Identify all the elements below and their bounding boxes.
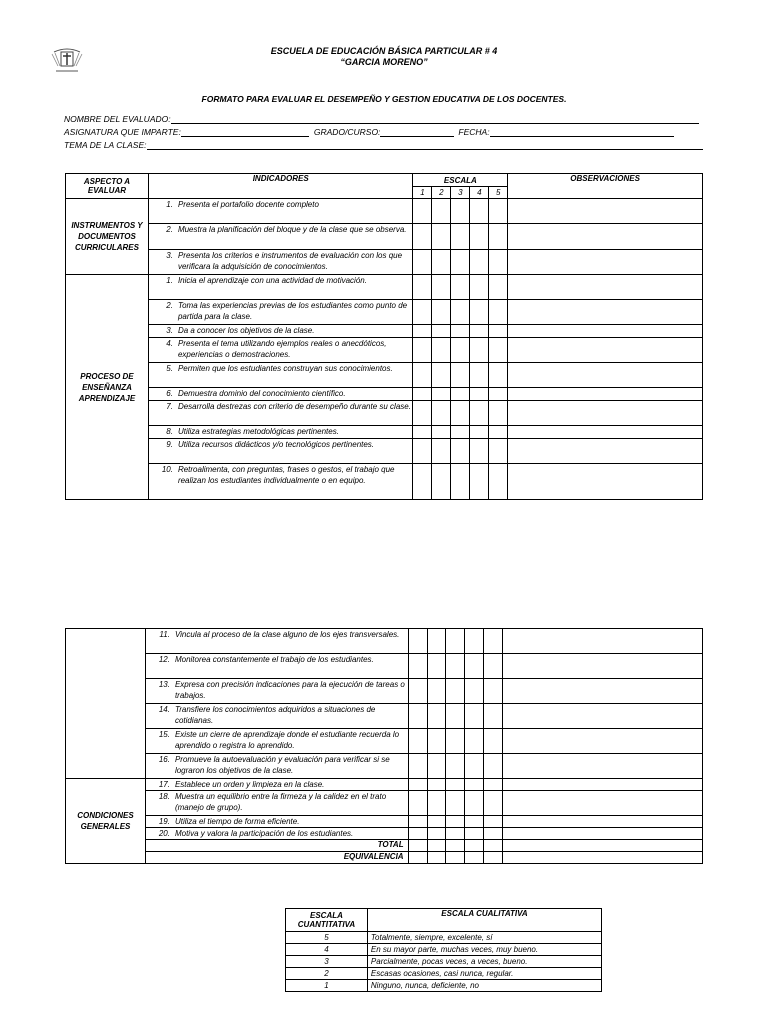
- observation-cell[interactable]: [503, 679, 703, 704]
- scale-cell-1[interactable]: [413, 275, 432, 300]
- scale-cell-2[interactable]: [427, 654, 446, 679]
- scale-col-4: 4: [470, 187, 489, 199]
- indicator-cell: [145, 791, 408, 816]
- observation-cell[interactable]: [503, 754, 703, 779]
- scale-cell-2[interactable]: [427, 816, 446, 828]
- table-row: [66, 464, 703, 500]
- table-row: [66, 199, 703, 224]
- observation-cell[interactable]: [508, 275, 703, 300]
- total-label: TOTAL: [145, 840, 408, 852]
- scale-cell-5[interactable]: [484, 729, 503, 754]
- scale-cell-4[interactable]: [465, 828, 484, 840]
- scale-cell-1[interactable]: [408, 828, 427, 840]
- indicator-text: Retroalimenta, con preguntas, frases o gestos, el trabajo que realizan los estudiantes individualmente o en equipo.: [177, 465, 395, 485]
- equivalencia-scale-cell-4[interactable]: [465, 852, 484, 864]
- total-scale-cell-3[interactable]: [446, 840, 465, 852]
- scale-cell-1[interactable]: [413, 199, 432, 224]
- indicator-text: Motiva y valora la participación de los estudiantes.: [174, 829, 354, 838]
- indicator-number: 19.: [158, 817, 170, 826]
- scale-cell-3[interactable]: [451, 464, 470, 500]
- scale-cell-3[interactable]: [451, 426, 470, 439]
- scale-cell-4[interactable]: [465, 704, 484, 729]
- total-scale-cell-5[interactable]: [484, 840, 503, 852]
- scale-cell-5[interactable]: [489, 224, 508, 250]
- indicator-text: Utiliza recursos didácticos y/o tecnológicos pertinentes.: [177, 440, 375, 449]
- scale-cell-4[interactable]: [470, 338, 489, 363]
- qualitative-value: En su mayor parte, muchas veces, muy bueno.: [367, 944, 601, 956]
- scale-cell-5[interactable]: [489, 388, 508, 401]
- observation-cell[interactable]: [508, 426, 703, 439]
- observation-cell[interactable]: [503, 779, 703, 791]
- indicator-cell: [145, 754, 408, 779]
- table-row: [66, 791, 703, 816]
- scale-cell-3[interactable]: [446, 654, 465, 679]
- scale-cell-3[interactable]: [446, 729, 465, 754]
- evaluated-name-field: [64, 114, 699, 124]
- table-row: [66, 679, 703, 704]
- scale-cell-4[interactable]: [470, 439, 489, 464]
- indicator-number: 2.: [166, 301, 173, 310]
- scale-cell-2[interactable]: [432, 250, 451, 275]
- scale-cell-4[interactable]: [465, 679, 484, 704]
- scale-cell-3[interactable]: [451, 275, 470, 300]
- indicator-text: Toma las experiencias previas de los estudiantes como punto de partida para la clase.: [177, 301, 408, 321]
- indicator-text: Promueve la autoevaluación y evaluación para verificar si se lograron los objetivos de la clase.: [174, 755, 390, 775]
- quantitative-header: ESCALA CUANTITATIVA: [286, 909, 368, 932]
- scale-cell-5[interactable]: [484, 816, 503, 828]
- indicator-number: 2.: [166, 225, 173, 234]
- scale-cell-3[interactable]: [446, 779, 465, 791]
- scale-cell-2[interactable]: [427, 779, 446, 791]
- scale-cell-4[interactable]: [465, 779, 484, 791]
- table-row: [66, 426, 703, 439]
- scale-cell-2[interactable]: [432, 401, 451, 426]
- observation-cell[interactable]: [508, 325, 703, 338]
- table-row: [66, 816, 703, 828]
- table-row: [66, 704, 703, 729]
- scale-cell-2[interactable]: [427, 704, 446, 729]
- scale-cell-5[interactable]: [489, 401, 508, 426]
- observation-cell[interactable]: [508, 363, 703, 388]
- scale-cell-5[interactable]: [489, 325, 508, 338]
- table-row: [66, 629, 703, 654]
- equivalencia-scale-cell-5[interactable]: [484, 852, 503, 864]
- aspect-teaching-process: PROCESO DE ENSEÑANZA APRENDIZAJE: [66, 275, 149, 500]
- total-observation-cell[interactable]: [503, 840, 703, 852]
- scale-cell-1[interactable]: [408, 679, 427, 704]
- indicator-number: 9.: [166, 440, 173, 449]
- equivalencia-scale-cell-1[interactable]: [408, 852, 427, 864]
- indicator-cell: [148, 388, 413, 401]
- scale-legend-row: [286, 932, 602, 944]
- scale-cell-5[interactable]: [489, 275, 508, 300]
- scale-cell-4[interactable]: [465, 629, 484, 654]
- scale-cell-1[interactable]: [408, 654, 427, 679]
- observation-cell[interactable]: [503, 729, 703, 754]
- scale-cell-1[interactable]: [408, 629, 427, 654]
- table-row: [66, 275, 703, 300]
- scale-cell-3[interactable]: [451, 250, 470, 275]
- observation-cell[interactable]: [508, 338, 703, 363]
- scale-cell-3[interactable]: [451, 338, 470, 363]
- scale-cell-1[interactable]: [408, 704, 427, 729]
- indicator-text: Presenta el portafolio docente completo: [177, 200, 319, 209]
- school-name: ESCUELA DE EDUCACIÓN BÁSICA PARTICULAR # 4: [270, 46, 498, 56]
- grade-line[interactable]: [380, 127, 454, 137]
- scale-cell-3[interactable]: [446, 828, 465, 840]
- scale-legend-row: [286, 956, 602, 968]
- indicator-number: 12.: [158, 655, 170, 664]
- qualitative-value: Totalmente, siempre, excelente, sí: [367, 932, 601, 944]
- observation-cell[interactable]: [508, 224, 703, 250]
- scale-cell-4[interactable]: [470, 250, 489, 275]
- indicator-text: Monitorea constantemente el trabajo de los estudiantes.: [174, 655, 374, 664]
- table-row: [66, 654, 703, 679]
- quantitative-value: 1: [286, 980, 368, 992]
- subject-line[interactable]: [181, 127, 309, 137]
- scale-cell-1[interactable]: [413, 300, 432, 325]
- equivalencia-scale-cell-3[interactable]: [446, 852, 465, 864]
- scale-cell-1[interactable]: [408, 779, 427, 791]
- scale-cell-1[interactable]: [413, 401, 432, 426]
- observation-cell[interactable]: [508, 439, 703, 464]
- school-subname: “GARCIA MORENO”: [340, 57, 428, 67]
- indicator-cell: [148, 464, 413, 500]
- scale-cell-5[interactable]: [484, 828, 503, 840]
- evaluated-name-label: NOMBRE DEL EVALUADO:: [64, 114, 171, 124]
- indicator-cell: [148, 338, 413, 363]
- equivalencia-observation-cell[interactable]: [503, 852, 703, 864]
- indicator-number: 4.: [166, 339, 173, 348]
- scale-cell-2[interactable]: [432, 275, 451, 300]
- observations-header: OBSERVACIONES: [508, 174, 703, 199]
- indicator-cell: [145, 704, 408, 729]
- topic-label: TEMA DE LA CLASE:: [64, 140, 147, 150]
- scale-cell-2[interactable]: [432, 464, 451, 500]
- scale-cell-5[interactable]: [484, 791, 503, 816]
- observation-cell[interactable]: [508, 250, 703, 275]
- aspect-continuation: [66, 629, 146, 779]
- scale-cell-1[interactable]: [408, 791, 427, 816]
- indicator-cell: [145, 729, 408, 754]
- indicator-cell: [145, 828, 408, 840]
- aspect-header: ASPECTO A EVALUAR: [66, 174, 149, 199]
- scale-cell-2[interactable]: [432, 224, 451, 250]
- scale-cell-2[interactable]: [427, 729, 446, 754]
- scale-cell-1[interactable]: [413, 338, 432, 363]
- scale-cell-2[interactable]: [432, 388, 451, 401]
- indicator-number: 8.: [166, 427, 173, 436]
- scale-cell-1[interactable]: [413, 464, 432, 500]
- scale-cell-4[interactable]: [470, 224, 489, 250]
- scale-cell-4[interactable]: [465, 791, 484, 816]
- scale-cell-3[interactable]: [451, 325, 470, 338]
- indicator-number: 3.: [166, 326, 173, 335]
- table-row: [66, 388, 703, 401]
- subject-field: [64, 127, 674, 137]
- scale-cell-4[interactable]: [470, 300, 489, 325]
- scale-cell-3[interactable]: [446, 791, 465, 816]
- scale-cell-4[interactable]: [470, 426, 489, 439]
- indicator-cell: [148, 250, 413, 275]
- scale-cell-5[interactable]: [484, 754, 503, 779]
- scale-col-5: 5: [489, 187, 508, 199]
- scale-header: ESCALA: [413, 174, 508, 187]
- scale-cell-2[interactable]: [432, 300, 451, 325]
- table-row: [66, 338, 703, 363]
- scale-cell-3[interactable]: [446, 629, 465, 654]
- scale-cell-4[interactable]: [470, 275, 489, 300]
- table-row: [66, 363, 703, 388]
- indicator-number: 7.: [166, 402, 173, 411]
- indicator-number: 5.: [166, 364, 173, 373]
- scale-cell-1[interactable]: [413, 439, 432, 464]
- indicator-text: Utiliza el tiempo de forma eficiente.: [174, 817, 300, 826]
- scale-cell-3[interactable]: [451, 300, 470, 325]
- quantitative-value: 2: [286, 968, 368, 980]
- indicator-text: Presenta los criterios e instrumentos de evaluación con los que verificara la adquisición de conocimientos.: [177, 251, 403, 271]
- scale-cell-4[interactable]: [470, 464, 489, 500]
- indicator-cell: [145, 816, 408, 828]
- indicator-number: 16.: [158, 755, 170, 764]
- indicator-number: 11.: [159, 630, 170, 639]
- scale-cell-3[interactable]: [451, 388, 470, 401]
- scale-cell-3[interactable]: [451, 199, 470, 224]
- indicator-text: Presenta el tema utilizando ejemplos reales o anecdóticos, experiencias o demostraciones.: [177, 339, 387, 359]
- indicator-text: Inicia el aprendizaje con una actividad de motivación.: [177, 276, 367, 285]
- table-row: [66, 779, 703, 791]
- scale-col-3: 3: [451, 187, 470, 199]
- topic-field: [64, 140, 703, 150]
- scale-legend-table: [285, 908, 602, 992]
- total-scale-cell-1[interactable]: [408, 840, 427, 852]
- scale-cell-4[interactable]: [465, 754, 484, 779]
- indicator-number: 14.: [158, 705, 170, 714]
- indicator-text: Utiliza estrategias metodológicas pertinentes.: [177, 427, 339, 436]
- observation-cell[interactable]: [508, 300, 703, 325]
- evaluation-table-page2: [65, 628, 703, 864]
- scale-cell-2[interactable]: [432, 325, 451, 338]
- scale-cell-1[interactable]: [413, 363, 432, 388]
- aspect-instruments: INSTRUMENTOS Y DOCUMENTOS CURRICULARES: [66, 199, 149, 275]
- indicator-text: Desarrolla destrezas con criterio de desempeño durante su clase.: [177, 402, 411, 411]
- scale-cell-5[interactable]: [484, 629, 503, 654]
- topic-line[interactable]: [147, 140, 703, 150]
- scale-cell-1[interactable]: [408, 754, 427, 779]
- indicator-text: Permiten que los estudiantes construyan sus conocimientos.: [177, 364, 393, 373]
- observation-cell[interactable]: [508, 199, 703, 224]
- scale-cell-5[interactable]: [489, 250, 508, 275]
- observation-cell[interactable]: [508, 401, 703, 426]
- scale-cell-1[interactable]: [413, 250, 432, 275]
- indicator-text: Vincula al proceso de la clase alguno de los ejes transversales.: [174, 630, 400, 639]
- indicator-text: Muestra un equilibrio entre la firmeza y la calidez en el trato (manejo de grupo).: [174, 792, 387, 812]
- scale-col-2: 2: [432, 187, 451, 199]
- scale-cell-3[interactable]: [451, 363, 470, 388]
- indicator-number: 10.: [161, 465, 173, 474]
- equivalencia-scale-cell-2[interactable]: [427, 852, 446, 864]
- table-row: [66, 401, 703, 426]
- scale-cell-5[interactable]: [489, 363, 508, 388]
- qualitative-header: ESCALA CUALITATIVA: [367, 909, 601, 932]
- indicator-text: Existe un cierre de aprendizaje donde el estudiante recuerda lo aprendido o registra lo aprendido.: [174, 730, 400, 750]
- table-row: [66, 729, 703, 754]
- indicator-cell: [148, 439, 413, 464]
- qualitative-value: Ninguno, nunca, deficiente, no: [367, 980, 601, 992]
- scale-cell-1[interactable]: [413, 224, 432, 250]
- scale-cell-4[interactable]: [465, 654, 484, 679]
- scale-cell-5[interactable]: [484, 704, 503, 729]
- scale-cell-1[interactable]: [408, 816, 427, 828]
- form-title: FORMATO PARA EVALUAR EL DESEMPEÑO Y GESTION EDUCATIVA DE LOS DOCENTES.: [201, 94, 567, 104]
- date-line[interactable]: [490, 127, 674, 137]
- scale-cell-1[interactable]: [408, 729, 427, 754]
- scale-cell-5[interactable]: [489, 338, 508, 363]
- evaluation-table-page1: [65, 173, 703, 500]
- scale-cell-5[interactable]: [484, 654, 503, 679]
- indicator-text: Expresa con precisión indicaciones para la ejecución de tareas o trabajos.: [174, 680, 405, 700]
- indicators-header: INDICADORES: [148, 174, 413, 199]
- table-row: [66, 325, 703, 338]
- scale-cell-2[interactable]: [432, 363, 451, 388]
- quantitative-value: 5: [286, 932, 368, 944]
- scale-cell-1[interactable]: [413, 325, 432, 338]
- observation-cell[interactable]: [503, 791, 703, 816]
- indicator-number: 18.: [158, 792, 170, 801]
- indicator-cell: [145, 779, 408, 791]
- subject-label: ASIGNATURA QUE IMPARTE:: [64, 127, 181, 137]
- scale-cell-3[interactable]: [446, 704, 465, 729]
- observation-cell[interactable]: [508, 464, 703, 500]
- evaluated-name-line[interactable]: [171, 114, 699, 124]
- table-row: [66, 754, 703, 779]
- grade-label: GRADO/CURSO:: [313, 127, 381, 137]
- scale-cell-4[interactable]: [470, 401, 489, 426]
- observation-cell[interactable]: [503, 828, 703, 840]
- indicator-cell: [148, 199, 413, 224]
- scale-cell-2[interactable]: [427, 791, 446, 816]
- scale-cell-3[interactable]: [446, 754, 465, 779]
- indicator-cell: [148, 363, 413, 388]
- indicator-text: Da a conocer los objetivos de la clase.: [177, 326, 315, 335]
- scale-cell-4[interactable]: [465, 729, 484, 754]
- indicator-number: 1.: [166, 276, 173, 285]
- observation-cell[interactable]: [503, 654, 703, 679]
- indicator-text: Transfiere los conocimientos adquiridos a situaciones de cotidianas.: [174, 705, 376, 725]
- indicator-cell: [148, 300, 413, 325]
- scale-cell-4[interactable]: [470, 199, 489, 224]
- indicator-text: Establece un orden y limpieza en la clase.: [174, 780, 325, 789]
- indicator-cell: [148, 325, 413, 338]
- equivalencia-label: EQUIVALENCIA: [145, 852, 408, 864]
- date-label: FECHA:: [458, 127, 490, 137]
- scale-cell-5[interactable]: [489, 199, 508, 224]
- scale-cell-3[interactable]: [446, 816, 465, 828]
- indicator-text: Muestra la planificación del bloque y de la clase que se observa.: [177, 225, 407, 234]
- total-scale-cell-2[interactable]: [427, 840, 446, 852]
- total-row: [66, 840, 703, 852]
- school-title: [0, 46, 768, 68]
- scale-cell-3[interactable]: [446, 679, 465, 704]
- table-row: [66, 300, 703, 325]
- scale-cell-4[interactable]: [465, 816, 484, 828]
- indicator-cell: [145, 629, 408, 654]
- indicator-number: 15.: [158, 730, 170, 739]
- indicator-number: 6.: [166, 389, 173, 398]
- indicator-text: Demuestra dominio del conocimiento científico.: [177, 389, 346, 398]
- indicator-cell: [145, 654, 408, 679]
- scale-cell-1[interactable]: [413, 426, 432, 439]
- aspect-general-conditions: CONDICIONES GENERALES: [66, 779, 146, 864]
- scale-cell-2[interactable]: [432, 426, 451, 439]
- scale-cell-4[interactable]: [470, 388, 489, 401]
- indicator-number: 20.: [158, 829, 170, 838]
- scale-cell-3[interactable]: [451, 224, 470, 250]
- scale-legend-row: [286, 980, 602, 992]
- scale-cell-3[interactable]: [451, 439, 470, 464]
- indicator-cell: [145, 679, 408, 704]
- total-scale-cell-4[interactable]: [465, 840, 484, 852]
- scale-cell-2[interactable]: [427, 828, 446, 840]
- scale-cell-2[interactable]: [432, 199, 451, 224]
- indicator-number: 1.: [166, 200, 173, 209]
- scale-cell-5[interactable]: [484, 679, 503, 704]
- scale-cell-1[interactable]: [413, 388, 432, 401]
- qualitative-value: Parcialmente, pocas veces, a veces, bueno.: [367, 956, 601, 968]
- scale-cell-2[interactable]: [432, 439, 451, 464]
- scale-cell-5[interactable]: [484, 779, 503, 791]
- indicator-cell: [148, 275, 413, 300]
- observation-cell[interactable]: [508, 388, 703, 401]
- indicator-cell: [148, 224, 413, 250]
- scale-cell-2[interactable]: [427, 679, 446, 704]
- scale-cell-4[interactable]: [470, 325, 489, 338]
- quantitative-value: 4: [286, 944, 368, 956]
- table-row: [66, 250, 703, 275]
- scale-legend-row: [286, 968, 602, 980]
- indicator-number: 13.: [158, 680, 170, 689]
- scale-cell-5[interactable]: [489, 439, 508, 464]
- quantitative-value: 3: [286, 956, 368, 968]
- indicator-number: 17.: [158, 780, 170, 789]
- indicator-number: 3.: [166, 251, 173, 260]
- indicator-cell: [148, 426, 413, 439]
- scale-cell-5[interactable]: [489, 464, 508, 500]
- observation-cell[interactable]: [503, 816, 703, 828]
- scale-col-1: 1: [413, 187, 432, 199]
- equivalencia-row: [66, 852, 703, 864]
- table-row: [66, 439, 703, 464]
- observation-cell[interactable]: [503, 629, 703, 654]
- table-row: [66, 828, 703, 840]
- observation-cell[interactable]: [503, 704, 703, 729]
- scale-cell-5[interactable]: [489, 300, 508, 325]
- indicator-cell: [148, 401, 413, 426]
- scale-cell-4[interactable]: [470, 363, 489, 388]
- qualitative-value: Escasas ocasiones, casi nunca, regular.: [367, 968, 601, 980]
- table-row: [66, 224, 703, 250]
- scale-legend-row: [286, 944, 602, 956]
- scale-cell-5[interactable]: [489, 426, 508, 439]
- scale-cell-2[interactable]: [427, 754, 446, 779]
- scale-cell-2[interactable]: [427, 629, 446, 654]
- scale-cell-3[interactable]: [451, 401, 470, 426]
- scale-cell-2[interactable]: [432, 338, 451, 363]
